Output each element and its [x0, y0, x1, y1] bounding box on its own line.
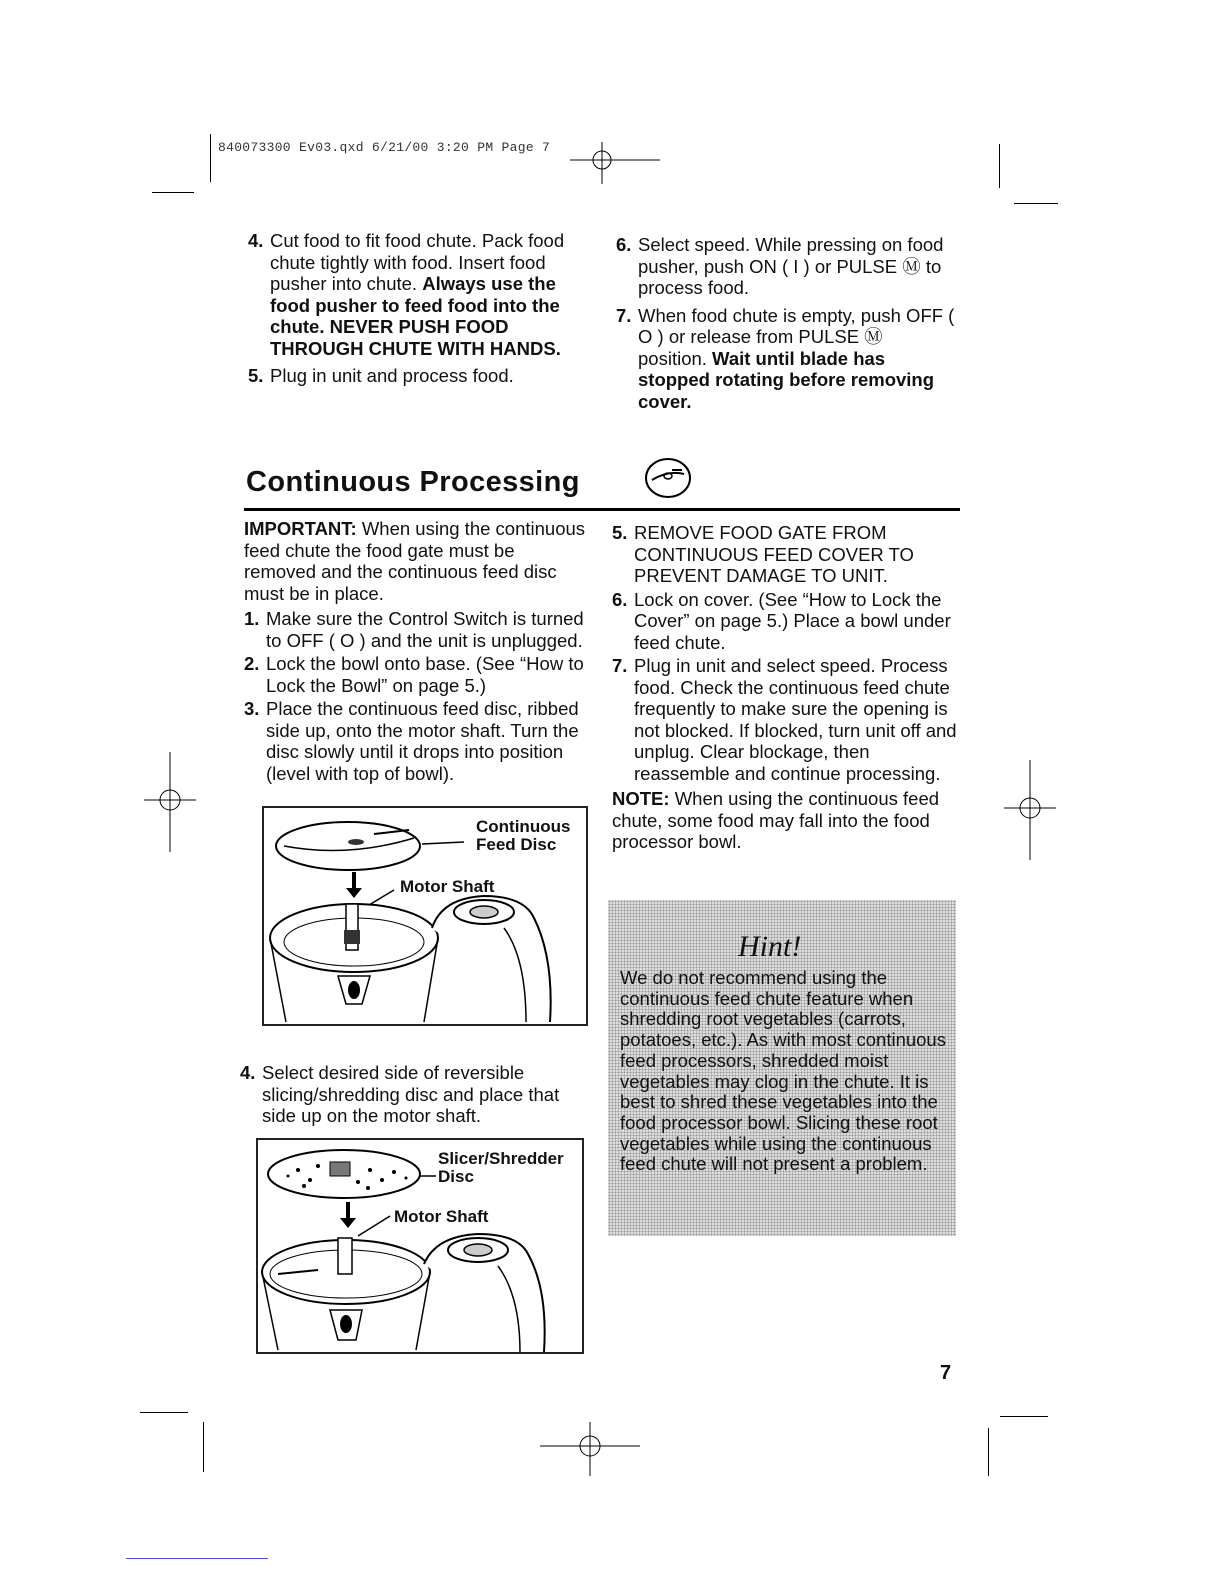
figure-label-disc: Slicer/Shredder Disc	[438, 1149, 564, 1186]
crop-mark	[203, 1422, 204, 1472]
step-item	[248, 365, 598, 387]
continuous-feed-disc-figure	[262, 806, 588, 1026]
step-text: REMOVE FOOD GATE FROM CONTINUOUS FEED COVER TO PREVENT DAMAGE TO UNIT.	[634, 522, 914, 586]
step-text: Select speed. While pressing on food pusher, push ON ( I ) or PULSE Ⓜ to process food.	[638, 234, 944, 298]
registration-mark	[570, 136, 660, 186]
step-item	[240, 1062, 590, 1127]
step-text: Select desired side of reversible slicing/shredding disc and place that side up on the motor shaft.	[262, 1062, 560, 1126]
step-number: 3.	[244, 698, 260, 719]
right-column	[612, 522, 958, 853]
hint-box	[608, 900, 956, 1236]
hint-text: We do not recommend using the continuous feed chute feature when shredding root vegetables (carrots, potatoes, etc.). As with most continuous feed processors, shredded moist vegetables may clog in the chute. It is best to shred these vegetables into the food processor bowl. Slicing these root vegetables while using the continuous feed chute will not present a problem.	[620, 967, 946, 1175]
step-text: When food chute is empty, push OFF ( O ) or release from PULSE Ⓜ position. Wait until blade has stopped rotating before removing cover.	[638, 304, 955, 412]
registration-mark	[1000, 760, 1060, 860]
step-text: Plug in unit and select speed. Process food. Check the continuous feed chute frequently to make sure the opening is not blocked. If blocked, turn unit off and unplug. Clear blockage, then reassemble and continue processing.	[634, 655, 957, 784]
step-number: 7.	[612, 655, 628, 676]
crop-mark	[210, 134, 211, 182]
hint-title: Hint!	[738, 930, 802, 963]
crop-mark	[1000, 1416, 1048, 1417]
print-slug: 840073300 Ev03.qxd 6/21/00 3:20 PM Page 7	[218, 140, 551, 155]
figure-label-shaft: Motor Shaft	[394, 1207, 489, 1226]
registration-mark	[140, 752, 200, 852]
crop-mark	[999, 144, 1000, 188]
important-note: IMPORTANT: When using the continuous feed chute the food gate must be removed and the continuous feed disc must be in place.	[244, 518, 586, 604]
slicer-shredder-disc-figure	[256, 1138, 584, 1354]
figure-label-shaft: Motor Shaft	[400, 877, 495, 896]
step-text: Lock on cover. (See “How to Lock the Cover” on page 5.) Place a bowl under feed chute.	[634, 588, 951, 653]
step-number: 4.	[248, 230, 264, 251]
step-item	[612, 522, 958, 587]
step-number: 4.	[240, 1062, 256, 1083]
crop-mark	[140, 1412, 188, 1413]
crop-mark	[152, 192, 194, 193]
figure-label-disc: Continuous Feed Disc	[476, 817, 571, 854]
registration-mark	[540, 1420, 640, 1480]
step-item	[612, 655, 958, 784]
step-item	[612, 589, 958, 654]
step-text: Plug in unit and process food.	[270, 365, 514, 386]
step-item	[244, 608, 590, 651]
note: NOTE: When using the continuous feed chute, some food may fall into the food processor bowl.	[612, 788, 940, 852]
step-item	[244, 698, 590, 784]
step-number: 2.	[244, 653, 260, 674]
step-4	[240, 1062, 590, 1133]
left-column	[244, 518, 590, 786]
step-text: Place the continuous feed disc, ribbed side up, onto the motor shaft. Turn the disc slowly until it drops into position (level with top of bowl).	[266, 698, 579, 784]
section-title: Continuous Processing	[246, 466, 580, 498]
step-item	[248, 230, 598, 359]
top-right-steps	[616, 234, 956, 418]
step-number: 6.	[616, 234, 632, 255]
top-left-steps	[248, 230, 598, 393]
section-rule	[244, 508, 960, 511]
crop-mark	[1014, 203, 1058, 204]
step-number: 5.	[612, 522, 628, 543]
continuous-feed-icon	[642, 456, 696, 500]
step-text: Lock the bowl onto base. (See “How to Lock the Bowl” on page 5.)	[266, 653, 584, 696]
step-text: Make sure the Control Switch is turned to OFF ( O ) and the unit is unplugged.	[266, 608, 584, 651]
step-number: 1.	[244, 608, 260, 629]
step-item	[616, 234, 956, 299]
crop-mark	[988, 1428, 989, 1476]
step-item	[244, 653, 590, 696]
step-item	[616, 305, 956, 413]
step-text: Cut food to fit food chute. Pack food chute tightly with food. Insert food pusher into chute. Always use the food pusher to feed food into the chute. NEVER PUSH FOOD THROUGH CHUTE WITH HANDS.	[270, 230, 565, 359]
step-number: 6.	[612, 588, 628, 610]
page-number: 7	[940, 1362, 952, 1384]
step-number: 7.	[616, 304, 632, 326]
bottom-link-underline	[126, 1558, 268, 1559]
step-number: 5.	[248, 365, 264, 386]
